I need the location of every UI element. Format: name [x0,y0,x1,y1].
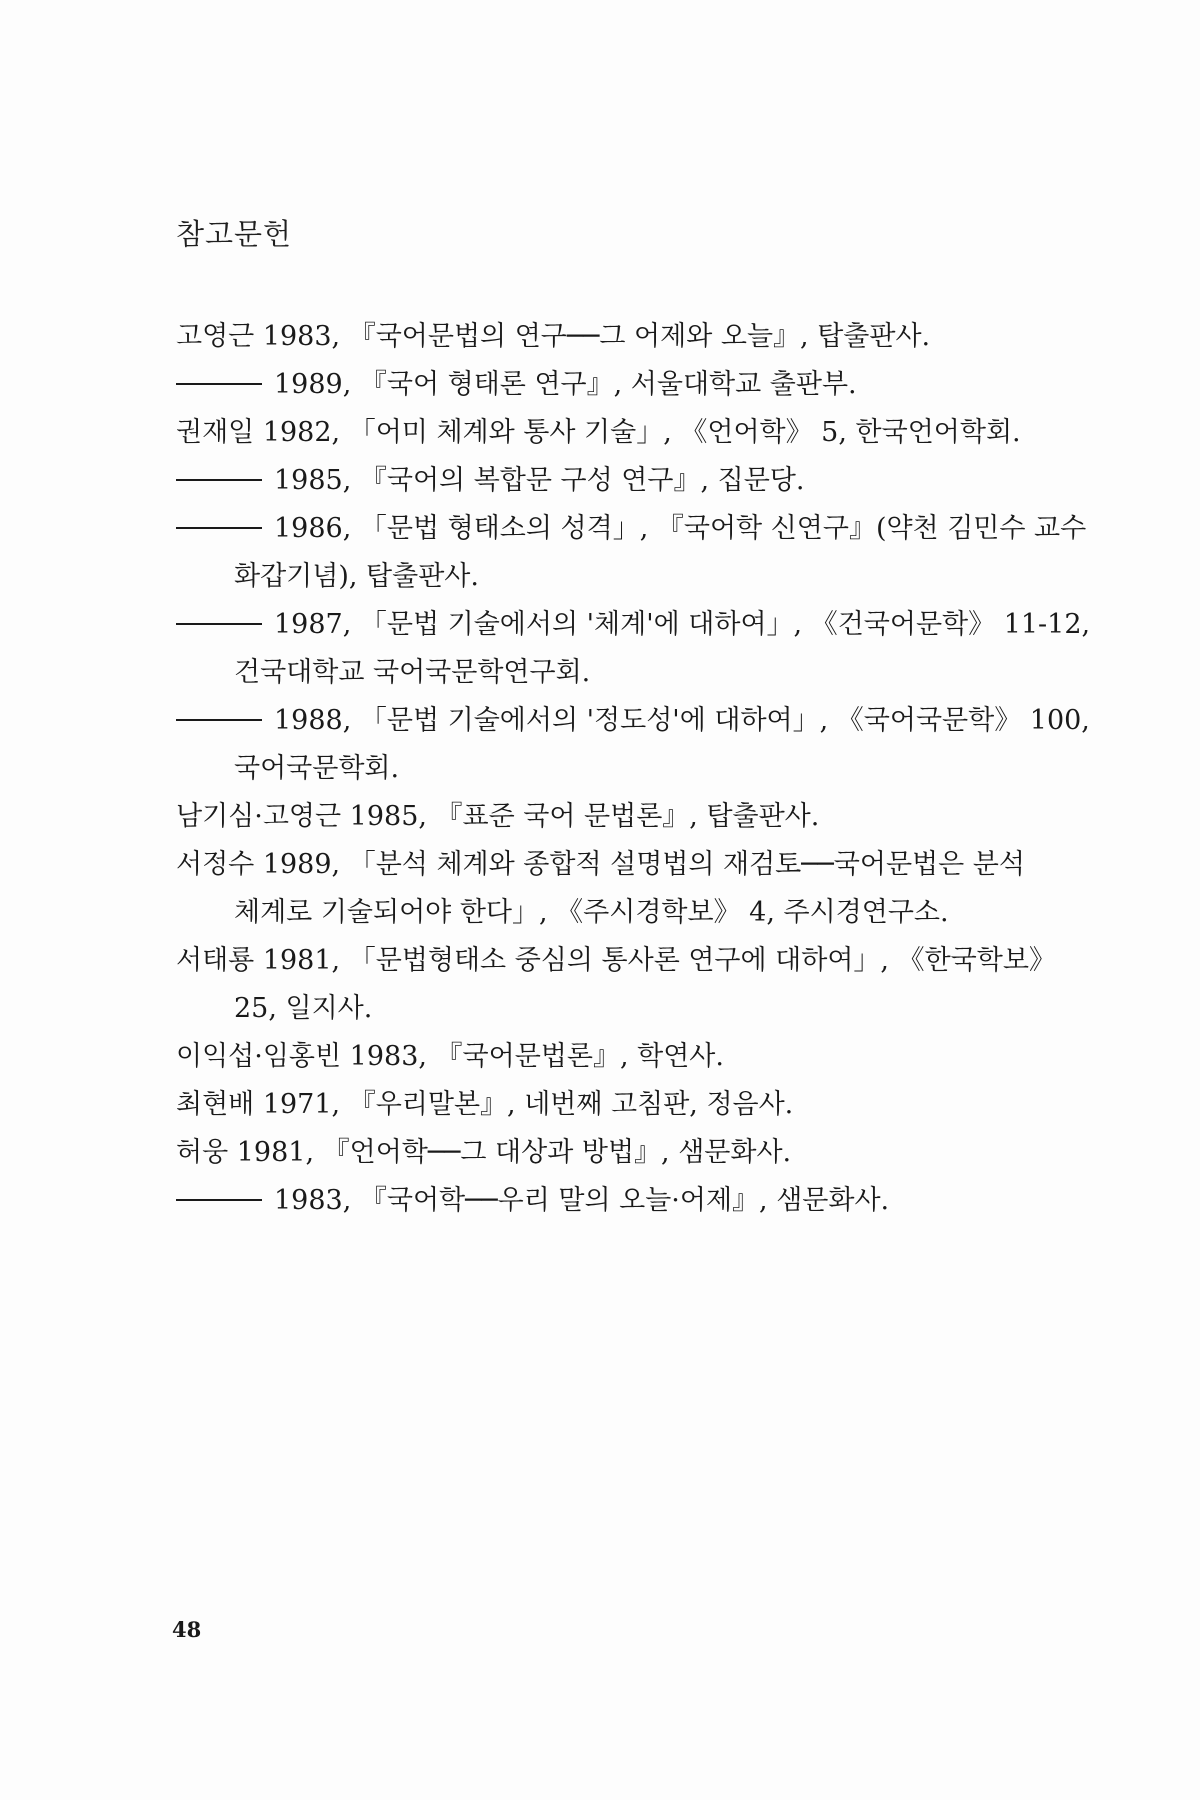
ditto-dash [176,1199,262,1201]
reference-line [176,985,1056,1033]
reference-line [176,793,1056,841]
reference-text: 1983, 『국어학──우리 말의 오늘·어제』, 샘문화사. [274,1185,890,1216]
reference-line [176,649,1056,697]
reference-line [176,937,1056,985]
ditto-dash [176,383,262,385]
reference-line [176,697,1090,745]
reference-list [176,313,1091,1225]
reference-text: 25, 일지사. [234,993,373,1024]
reference-line [176,601,1091,649]
reference-line [176,745,1056,793]
reference-text: 체계로 기술되어야 한다」, 《주시경학보》 4, 주시경연구소. [234,897,949,928]
reference-line [176,409,1056,457]
reference-text: 남기심·고영근 1985, 『표준 국어 문법론』, 탑출판사. [176,801,820,832]
reference-text: 서정수 1989, 「분석 체계와 종합적 설명법의 재검토──국어문법은 분석 [176,849,1025,880]
reference-text: 화갑기념), 탑출판사. [234,561,479,592]
reference-line [176,361,1056,409]
reference-text: 1988, 「문법 기술에서의 '정도성'에 대하여」, 《국어국문학》 100, [274,705,1090,736]
reference-line [176,841,1056,889]
reference-text: 이익섭·임홍빈 1983, 『국어문법론』, 학연사. [176,1041,724,1072]
reference-text: 1986, 「문법 형태소의 성격」, 『국어학 신연구』(약천 김민수 교수 [274,513,1087,544]
reference-line [176,1033,1056,1081]
reference-text: 권재일 1982, 「어미 체계와 통사 기술」, 《언어학》 5, 한국언어학회. [176,417,1021,448]
reference-text: 1989, 『국어 형태론 연구』, 서울대학교 출판부. [274,369,857,400]
reference-text: 건국대학교 국어국문학연구회. [234,657,591,688]
page-number: 48 [172,1617,202,1642]
reference-line [176,553,1056,601]
reference-line [176,313,1056,361]
reference-line [176,457,1056,505]
reference-line [176,1177,1056,1225]
reference-text: 국어국문학회. [234,753,400,784]
ditto-dash [176,623,262,625]
reference-text: 허웅 1981, 『언어학──그 대상과 방법』, 샘문화사. [176,1137,792,1168]
ditto-dash [176,719,262,721]
reference-text: 1985, 『국어의 복합문 구성 연구』, 집문당. [274,465,805,496]
reference-text: 서태룡 1981, 「문법형태소 중심의 통사론 연구에 대하여」, 《한국학보》 [176,945,1056,976]
page-heading: 참고문헌 [176,217,293,251]
reference-line [176,889,1056,937]
reference-text: 고영근 1983, 『국어문법의 연구──그 어제와 오늘』, 탑출판사. [176,321,931,352]
reference-text: 최현배 1971, 『우리말본』, 네번째 고침판, 정음사. [176,1089,794,1120]
reference-line [176,1081,1056,1129]
reference-line [176,1129,1056,1177]
ditto-dash [176,479,262,481]
reference-line [176,505,1087,553]
reference-text: 1987, 「문법 기술에서의 '체계'에 대하여」, 《건국어문학》 11-12, [274,609,1091,640]
ditto-dash [176,527,262,529]
